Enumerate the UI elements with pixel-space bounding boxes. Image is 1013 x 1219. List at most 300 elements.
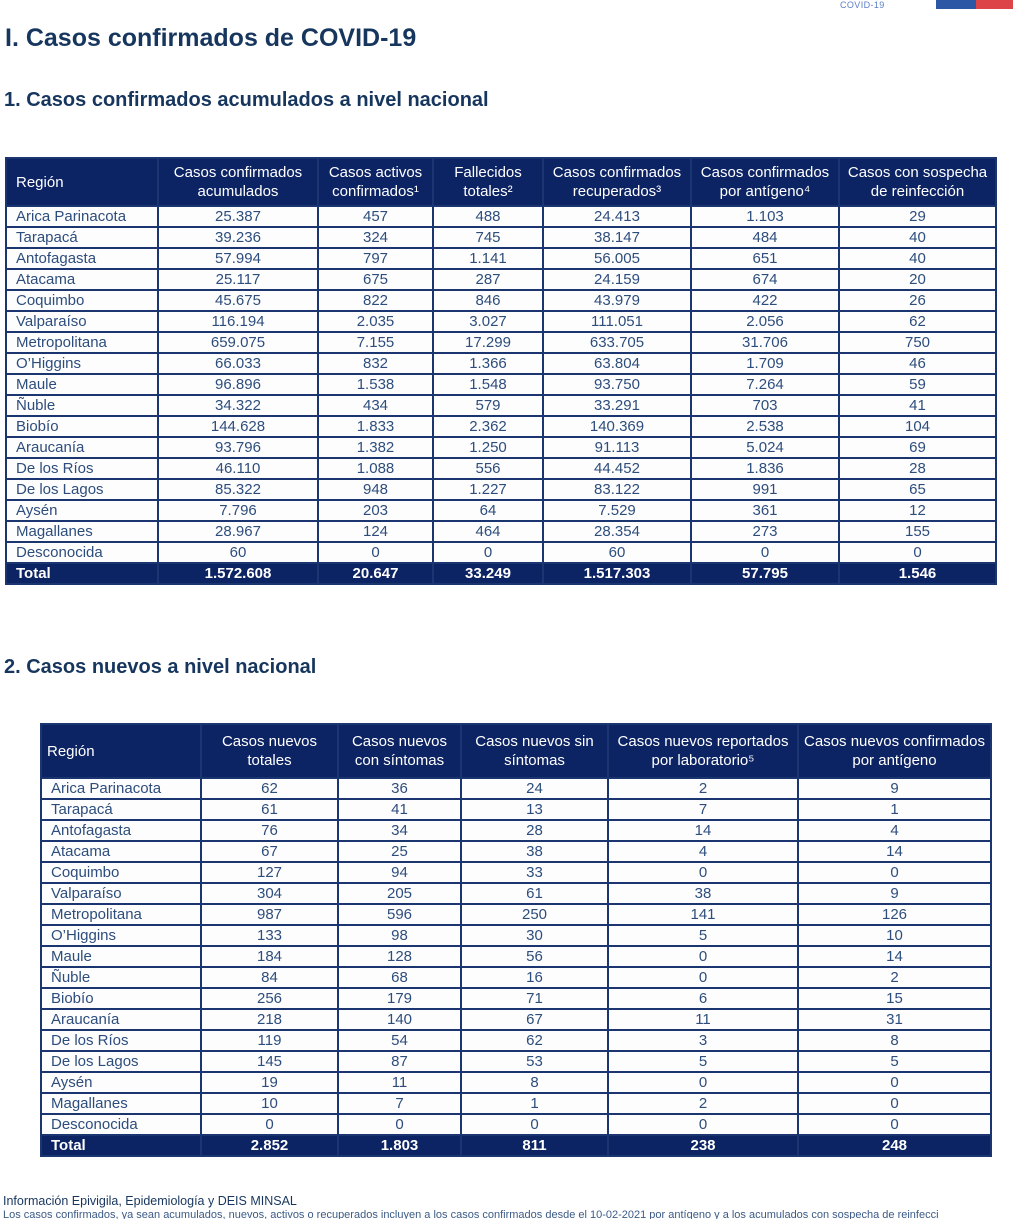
value-cell: 76 — [201, 820, 338, 841]
value-cell: 144.628 — [158, 416, 318, 437]
column-header: Casos confirmados por antígeno⁴ — [691, 158, 839, 206]
value-cell: 822 — [318, 290, 433, 311]
value-cell: 33 — [461, 862, 608, 883]
value-cell: 93.796 — [158, 437, 318, 458]
value-cell: 15 — [798, 988, 991, 1009]
value-cell: 7 — [338, 1093, 461, 1114]
value-cell: 2 — [608, 778, 798, 799]
value-cell: 5 — [608, 925, 798, 946]
value-cell: 127 — [201, 862, 338, 883]
value-cell: 28 — [461, 820, 608, 841]
value-cell: 7.264 — [691, 374, 839, 395]
value-cell: 651 — [691, 248, 839, 269]
value-cell: 20 — [839, 269, 996, 290]
region-cell: Coquimbo — [41, 862, 201, 883]
value-cell: 987 — [201, 904, 338, 925]
value-cell: 7.155 — [318, 332, 433, 353]
region-cell: Metropolitana — [41, 904, 201, 925]
table-row — [6, 248, 996, 269]
value-cell: 273 — [691, 521, 839, 542]
region-cell: Aysén — [41, 1072, 201, 1093]
value-cell: 25.387 — [158, 206, 318, 227]
table-header — [6, 158, 996, 206]
table-row — [6, 311, 996, 332]
value-cell: 40 — [839, 248, 996, 269]
column-header: Fallecidos totales² — [433, 158, 543, 206]
value-cell: 34.322 — [158, 395, 318, 416]
value-cell: 63.804 — [543, 353, 691, 374]
value-cell: 87 — [338, 1051, 461, 1072]
table-row — [41, 820, 991, 841]
column-header: Casos confirmados recuperados³ — [543, 158, 691, 206]
value-cell: 28.354 — [543, 521, 691, 542]
value-cell: 2 — [798, 967, 991, 988]
total-value-cell: 238 — [608, 1135, 798, 1156]
table-row — [41, 841, 991, 862]
value-cell: 0 — [461, 1114, 608, 1135]
value-cell: 24.413 — [543, 206, 691, 227]
region-cell: O’Higgins — [6, 353, 158, 374]
table-row — [41, 1093, 991, 1114]
value-cell: 38 — [461, 841, 608, 862]
table-row — [41, 1030, 991, 1051]
value-cell: 2.538 — [691, 416, 839, 437]
value-cell: 0 — [798, 1114, 991, 1135]
section1-title: 1. Casos confirmados acumulados a nivel nacional — [4, 89, 489, 111]
column-header: Casos nuevos reportados por laboratorio⁵ — [608, 724, 798, 778]
value-cell: 16 — [461, 967, 608, 988]
value-cell: 25.117 — [158, 269, 318, 290]
region-cell: Magallanes — [41, 1093, 201, 1114]
value-cell: 675 — [318, 269, 433, 290]
table-row — [6, 332, 996, 353]
value-cell: 11 — [338, 1072, 461, 1093]
table-row — [41, 967, 991, 988]
value-cell: 596 — [338, 904, 461, 925]
value-cell: 25 — [338, 841, 461, 862]
value-cell: 24.159 — [543, 269, 691, 290]
column-header: Casos activos confirmados¹ — [318, 158, 433, 206]
table-row — [6, 416, 996, 437]
value-cell: 2.362 — [433, 416, 543, 437]
value-cell: 44.452 — [543, 458, 691, 479]
value-cell: 184 — [201, 946, 338, 967]
table-row — [41, 904, 991, 925]
total-value-cell: 1.803 — [338, 1135, 461, 1156]
value-cell: 488 — [433, 206, 543, 227]
value-cell: 0 — [798, 862, 991, 883]
value-cell: 141 — [608, 904, 798, 925]
region-cell: Araucanía — [6, 437, 158, 458]
footer-note: Los casos confirmados, ya sean acumulados, nuevos, activos o recuperados incluyen a los casos confirmados desde el 10-02-2021 por antígeno y a los acumulados con sospecha de reinfecci — [3, 1209, 939, 1219]
region-cell: Atacama — [41, 841, 201, 862]
value-cell: 422 — [691, 290, 839, 311]
value-cell: 124 — [318, 521, 433, 542]
value-cell: 66.033 — [158, 353, 318, 374]
value-cell: 71 — [461, 988, 608, 1009]
value-cell: 98 — [338, 925, 461, 946]
table-row — [6, 395, 996, 416]
value-cell: 96.896 — [158, 374, 318, 395]
value-cell: 304 — [201, 883, 338, 904]
value-cell: 1.538 — [318, 374, 433, 395]
value-cell: 91.113 — [543, 437, 691, 458]
value-cell: 324 — [318, 227, 433, 248]
table-row — [41, 988, 991, 1009]
value-cell: 2.056 — [691, 311, 839, 332]
value-cell: 250 — [461, 904, 608, 925]
value-cell: 128 — [338, 946, 461, 967]
column-header: Casos nuevos sin síntomas — [461, 724, 608, 778]
value-cell: 5 — [798, 1051, 991, 1072]
value-cell: 484 — [691, 227, 839, 248]
value-cell: 1.836 — [691, 458, 839, 479]
value-cell: 797 — [318, 248, 433, 269]
value-cell: 14 — [798, 946, 991, 967]
value-cell: 1.709 — [691, 353, 839, 374]
value-cell: 9 — [798, 883, 991, 904]
value-cell: 579 — [433, 395, 543, 416]
region-cell: Biobío — [41, 988, 201, 1009]
region-cell: Arica Parinacota — [6, 206, 158, 227]
value-cell: 65 — [839, 479, 996, 500]
region-cell: Aysén — [6, 500, 158, 521]
value-cell: 56.005 — [543, 248, 691, 269]
value-cell: 41 — [338, 799, 461, 820]
value-cell: 205 — [338, 883, 461, 904]
value-cell: 111.051 — [543, 311, 691, 332]
table-row — [41, 1051, 991, 1072]
value-cell: 61 — [201, 799, 338, 820]
value-cell: 85.322 — [158, 479, 318, 500]
total-value-cell: 248 — [798, 1135, 991, 1156]
value-cell: 60 — [158, 542, 318, 563]
flag-red-block — [976, 0, 1013, 9]
table-row — [41, 799, 991, 820]
total-value-cell: 1.572.608 — [158, 563, 318, 584]
table-row — [6, 374, 996, 395]
region-cell: Magallanes — [6, 521, 158, 542]
value-cell: 94 — [338, 862, 461, 883]
value-cell: 1 — [461, 1093, 608, 1114]
value-cell: 1.548 — [433, 374, 543, 395]
flag-blue-block — [936, 0, 976, 9]
value-cell: 0 — [798, 1072, 991, 1093]
column-header: Casos nuevos con síntomas — [338, 724, 461, 778]
total-row — [41, 1135, 991, 1156]
table-row — [6, 500, 996, 521]
value-cell: 703 — [691, 395, 839, 416]
region-cell: Ñuble — [6, 395, 158, 416]
value-cell: 2.035 — [318, 311, 433, 332]
value-cell: 1.366 — [433, 353, 543, 374]
region-cell: Antofagasta — [6, 248, 158, 269]
header-row — [41, 724, 991, 778]
table-body — [6, 206, 996, 584]
value-cell: 1.103 — [691, 206, 839, 227]
value-cell: 750 — [839, 332, 996, 353]
value-cell: 10 — [798, 925, 991, 946]
value-cell: 1.227 — [433, 479, 543, 500]
value-cell: 13 — [461, 799, 608, 820]
value-cell: 46 — [839, 353, 996, 374]
column-header: Casos con sospecha de reinfección — [839, 158, 996, 206]
region-cell: De los Ríos — [41, 1030, 201, 1051]
total-label-cell: Total — [6, 563, 158, 584]
value-cell: 0 — [338, 1114, 461, 1135]
value-cell: 1.088 — [318, 458, 433, 479]
value-cell: 83.122 — [543, 479, 691, 500]
table-row — [6, 521, 996, 542]
value-cell: 126 — [798, 904, 991, 925]
value-cell: 41 — [839, 395, 996, 416]
value-cell: 12 — [839, 500, 996, 521]
value-cell: 464 — [433, 521, 543, 542]
table-row — [6, 269, 996, 290]
total-value-cell: 57.795 — [691, 563, 839, 584]
region-cell: Desconocida — [6, 542, 158, 563]
table-row — [6, 458, 996, 479]
value-cell: 11 — [608, 1009, 798, 1030]
table-row — [6, 353, 996, 374]
value-cell: 7.529 — [543, 500, 691, 521]
value-cell: 287 — [433, 269, 543, 290]
total-label-cell: Total — [41, 1135, 201, 1156]
value-cell: 28 — [839, 458, 996, 479]
header-row — [6, 158, 996, 206]
value-cell: 60 — [543, 542, 691, 563]
value-cell: 62 — [461, 1030, 608, 1051]
covid19-logo: COVID-19 — [840, 0, 885, 10]
region-cell: Ñuble — [41, 967, 201, 988]
region-cell: De los Ríos — [6, 458, 158, 479]
table-row — [41, 1009, 991, 1030]
table-row — [6, 290, 996, 311]
region-cell: De los Lagos — [6, 479, 158, 500]
value-cell: 84 — [201, 967, 338, 988]
value-cell: 6 — [608, 988, 798, 1009]
value-cell: 93.750 — [543, 374, 691, 395]
value-cell: 1.250 — [433, 437, 543, 458]
column-header: Región — [6, 158, 158, 206]
value-cell: 67 — [461, 1009, 608, 1030]
value-cell: 4 — [608, 841, 798, 862]
value-cell: 145 — [201, 1051, 338, 1072]
value-cell: 140 — [338, 1009, 461, 1030]
value-cell: 56 — [461, 946, 608, 967]
value-cell: 0 — [608, 862, 798, 883]
total-value-cell: 811 — [461, 1135, 608, 1156]
value-cell: 19 — [201, 1072, 338, 1093]
region-cell: Valparaíso — [6, 311, 158, 332]
value-cell: 0 — [201, 1114, 338, 1135]
total-value-cell: 1.517.303 — [543, 563, 691, 584]
value-cell: 59 — [839, 374, 996, 395]
table-row — [6, 206, 996, 227]
value-cell: 5 — [608, 1051, 798, 1072]
value-cell: 33.291 — [543, 395, 691, 416]
value-cell: 31.706 — [691, 332, 839, 353]
value-cell: 7.796 — [158, 500, 318, 521]
value-cell: 140.369 — [543, 416, 691, 437]
region-cell: Antofagasta — [41, 820, 201, 841]
column-header: Casos confirmados acumulados — [158, 158, 318, 206]
value-cell: 0 — [798, 1093, 991, 1114]
table-row — [41, 925, 991, 946]
table-row — [6, 479, 996, 500]
value-cell: 659.075 — [158, 332, 318, 353]
region-cell: Metropolitana — [6, 332, 158, 353]
value-cell: 434 — [318, 395, 433, 416]
value-cell: 46.110 — [158, 458, 318, 479]
region-cell: Atacama — [6, 269, 158, 290]
value-cell: 948 — [318, 479, 433, 500]
value-cell: 30 — [461, 925, 608, 946]
value-cell: 36 — [338, 778, 461, 799]
value-cell: 104 — [839, 416, 996, 437]
value-cell: 361 — [691, 500, 839, 521]
value-cell: 14 — [608, 820, 798, 841]
value-cell: 745 — [433, 227, 543, 248]
column-header: Casos nuevos confirmados por antígeno — [798, 724, 991, 778]
value-cell: 7 — [608, 799, 798, 820]
value-cell: 43.979 — [543, 290, 691, 311]
value-cell: 1.833 — [318, 416, 433, 437]
value-cell: 3 — [608, 1030, 798, 1051]
value-cell: 133 — [201, 925, 338, 946]
value-cell: 0 — [608, 1072, 798, 1093]
value-cell: 14 — [798, 841, 991, 862]
value-cell: 846 — [433, 290, 543, 311]
region-cell: Arica Parinacota — [41, 778, 201, 799]
value-cell: 3.027 — [433, 311, 543, 332]
value-cell: 4 — [798, 820, 991, 841]
value-cell: 1.382 — [318, 437, 433, 458]
region-cell: O’Higgins — [41, 925, 201, 946]
region-cell: Maule — [6, 374, 158, 395]
value-cell: 179 — [338, 988, 461, 1009]
region-cell: Tarapacá — [6, 227, 158, 248]
table-row — [6, 542, 996, 563]
value-cell: 39.236 — [158, 227, 318, 248]
value-cell: 556 — [433, 458, 543, 479]
total-value-cell: 33.249 — [433, 563, 543, 584]
total-row — [6, 563, 996, 584]
value-cell: 53 — [461, 1051, 608, 1072]
column-header: Región — [41, 724, 201, 778]
value-cell: 64 — [433, 500, 543, 521]
value-cell: 31 — [798, 1009, 991, 1030]
value-cell: 218 — [201, 1009, 338, 1030]
region-cell: Valparaíso — [41, 883, 201, 904]
total-value-cell: 2.852 — [201, 1135, 338, 1156]
value-cell: 1.141 — [433, 248, 543, 269]
value-cell: 54 — [338, 1030, 461, 1051]
total-value-cell: 1.546 — [839, 563, 996, 584]
value-cell: 457 — [318, 206, 433, 227]
value-cell: 24 — [461, 778, 608, 799]
new-cases-table — [40, 723, 992, 1157]
value-cell: 256 — [201, 988, 338, 1009]
table-row — [41, 946, 991, 967]
table-row — [41, 778, 991, 799]
value-cell: 68 — [338, 967, 461, 988]
value-cell: 116.194 — [158, 311, 318, 332]
value-cell: 991 — [691, 479, 839, 500]
section2-title: 2. Casos nuevos a nivel nacional — [4, 656, 317, 678]
value-cell: 61 — [461, 883, 608, 904]
accumulated-cases-table — [5, 157, 997, 585]
gobierno-de-chile-flag-logo — [936, 0, 1013, 9]
value-cell: 0 — [318, 542, 433, 563]
table-row — [41, 862, 991, 883]
value-cell: 40 — [839, 227, 996, 248]
value-cell: 2 — [608, 1093, 798, 1114]
main-title: I. Casos confirmados de COVID-19 — [5, 24, 417, 52]
value-cell: 38.147 — [543, 227, 691, 248]
value-cell: 8 — [798, 1030, 991, 1051]
value-cell: 0 — [608, 946, 798, 967]
region-cell: Biobío — [6, 416, 158, 437]
value-cell: 203 — [318, 500, 433, 521]
value-cell: 0 — [608, 967, 798, 988]
region-cell: De los Lagos — [41, 1051, 201, 1072]
value-cell: 34 — [338, 820, 461, 841]
value-cell: 28.967 — [158, 521, 318, 542]
value-cell: 5.024 — [691, 437, 839, 458]
value-cell: 57.994 — [158, 248, 318, 269]
value-cell: 633.705 — [543, 332, 691, 353]
region-cell: Tarapacá — [41, 799, 201, 820]
value-cell: 9 — [798, 778, 991, 799]
value-cell: 62 — [839, 311, 996, 332]
table-body — [41, 778, 991, 1156]
value-cell: 0 — [433, 542, 543, 563]
table-row — [6, 437, 996, 458]
value-cell: 0 — [839, 542, 996, 563]
value-cell: 155 — [839, 521, 996, 542]
value-cell: 832 — [318, 353, 433, 374]
region-cell: Coquimbo — [6, 290, 158, 311]
region-cell: Maule — [41, 946, 201, 967]
value-cell: 45.675 — [158, 290, 318, 311]
value-cell: 1 — [798, 799, 991, 820]
value-cell: 0 — [608, 1114, 798, 1135]
value-cell: 26 — [839, 290, 996, 311]
value-cell: 10 — [201, 1093, 338, 1114]
region-cell: Araucanía — [41, 1009, 201, 1030]
value-cell: 17.299 — [433, 332, 543, 353]
value-cell: 62 — [201, 778, 338, 799]
footer-source: Información Epivigila, Epidemiología y DEIS MINSAL — [3, 1194, 297, 1208]
column-header: Casos nuevos totales — [201, 724, 338, 778]
total-value-cell: 20.647 — [318, 563, 433, 584]
value-cell: 38 — [608, 883, 798, 904]
value-cell: 67 — [201, 841, 338, 862]
table-header — [41, 724, 991, 778]
value-cell: 69 — [839, 437, 996, 458]
value-cell: 674 — [691, 269, 839, 290]
value-cell: 0 — [691, 542, 839, 563]
table-row — [41, 1114, 991, 1135]
table-row — [6, 227, 996, 248]
value-cell: 29 — [839, 206, 996, 227]
region-cell: Desconocida — [41, 1114, 201, 1135]
table-row — [41, 883, 991, 904]
table-row — [41, 1072, 991, 1093]
value-cell: 119 — [201, 1030, 338, 1051]
value-cell: 8 — [461, 1072, 608, 1093]
